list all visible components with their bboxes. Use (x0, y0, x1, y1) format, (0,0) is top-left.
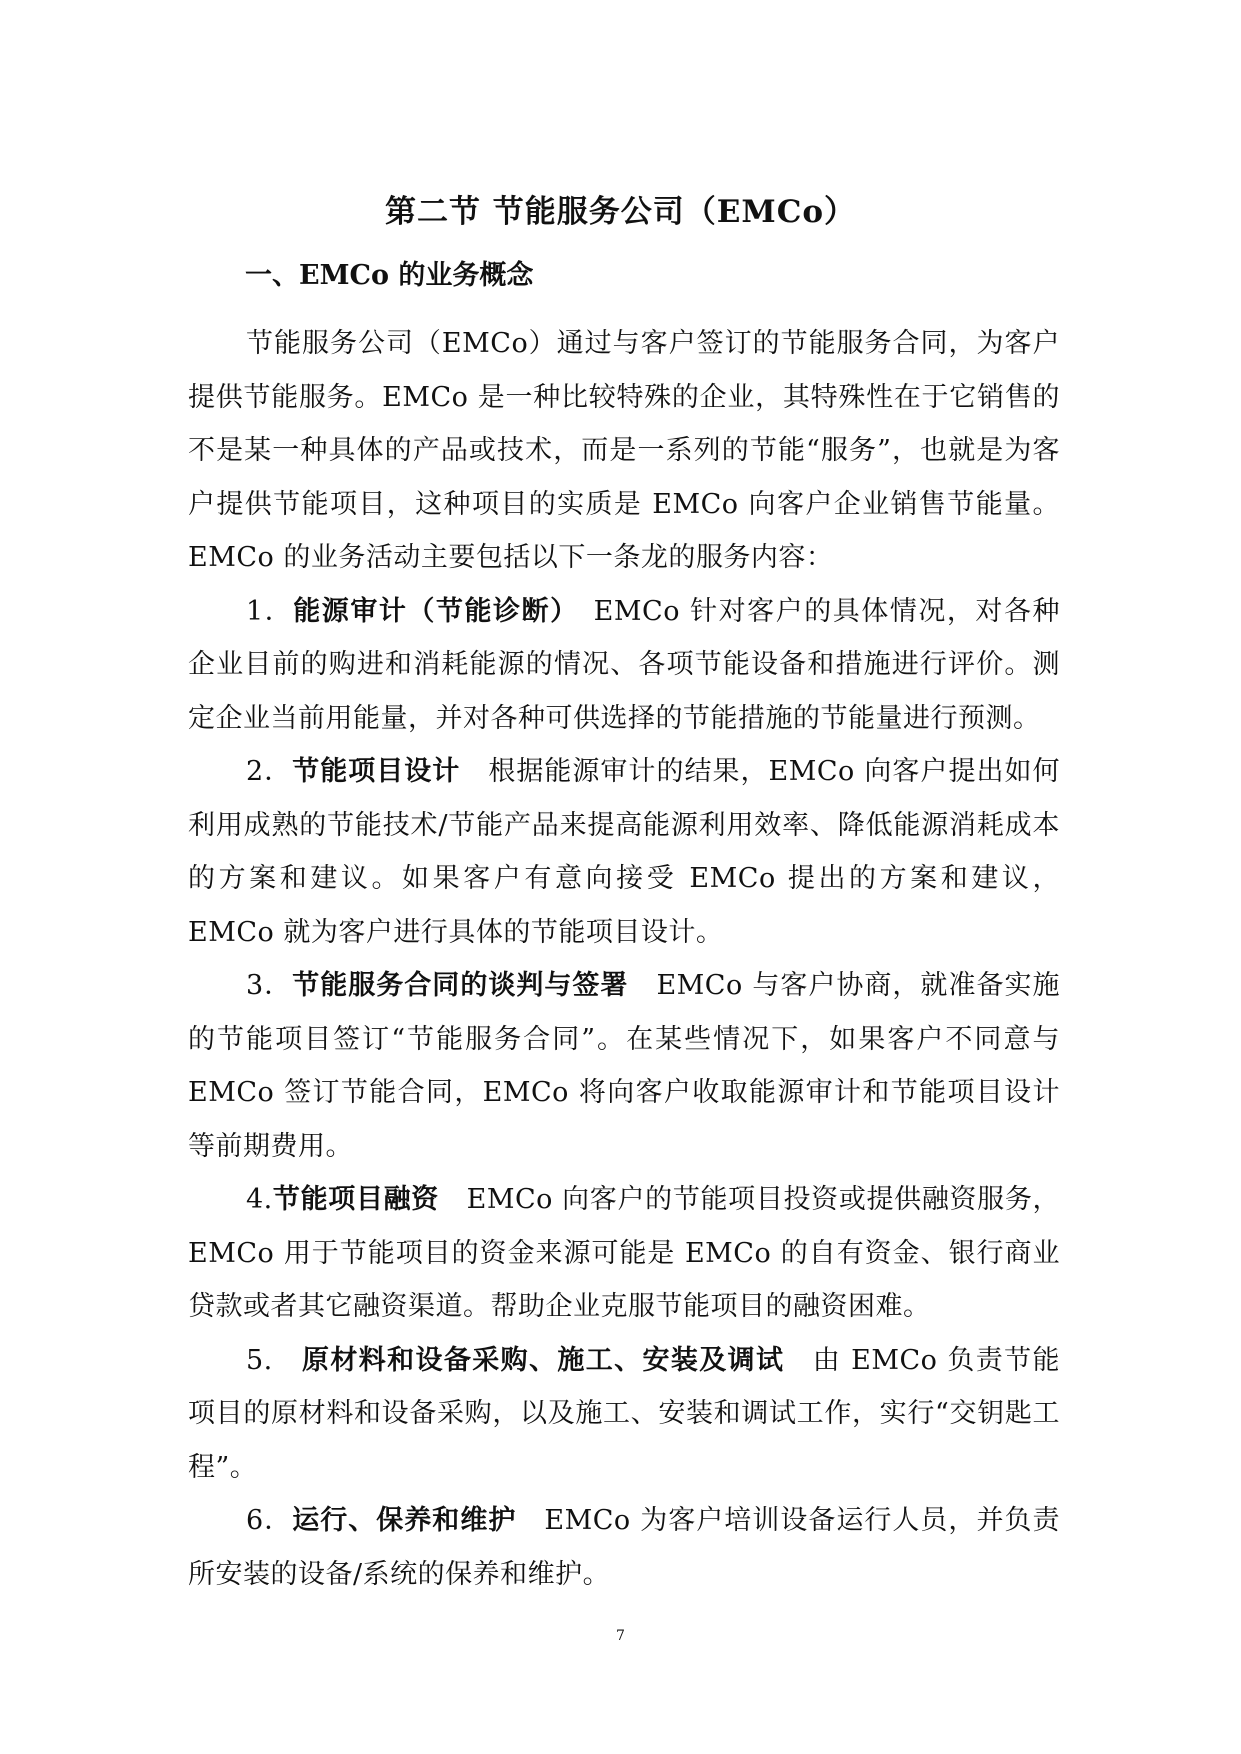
item-term: 节能项目融资 (272, 1184, 439, 1215)
list-item (188, 745, 1060, 959)
item-text: EMCo 针对客户的具体情况，对各种企业目前的购进和消耗能源的情况、各项节能设备和措施进行评价。测定企业当前用能量，并对各种可供选择的节能措施的节能量进行预测。 (188, 595, 1061, 734)
item-number: 6． (246, 1505, 293, 1536)
item-text: EMCo 为客户培训设备运行人员，并负责所安装的设备/系统的保养和维护。 (188, 1505, 1060, 1590)
list-item (188, 959, 1060, 1173)
item-term: 节能服务合同的谈判与签署 (292, 970, 629, 1001)
item-term: 运行、保养和维护 (292, 1505, 517, 1536)
body-text (188, 317, 1060, 1601)
item-term: 原材料和设备采购、施工、安装及调试 (302, 1344, 785, 1376)
item-number: 3． (246, 970, 293, 1001)
item-number: 4. (246, 1184, 273, 1215)
item-term: 能源审计（节能诊断） (293, 595, 566, 627)
page-title: 第二节 节能服务公司（EMCo） (384, 194, 857, 230)
item-text: EMCo 向客户的节能项目投资或提供融资服务，EMCo 用于节能项目的资金来源可能是 EMCo 的自有资金、银行商业贷款或者其它融资渠道。帮助企业克服节能项目的融资困难。 (188, 1184, 1061, 1322)
page-number: 7 (616, 1628, 625, 1644)
item-number: 5. (246, 1344, 303, 1376)
section-heading: 一、EMCo 的业务概念 (245, 260, 534, 291)
intro-paragraph: 节能服务公司（EMCo）通过与客户签订的节能服务合同，为客户提供节能服务。EMCo 是一种比较特殊的企业，其特殊性在于它销售的不是某一种具体的产品或技术，而是一系列的节能“服务”，也就是为客户提供节能项目，这种项目的实质是 EMCo 向客户企业销售节能量。EMCo 的业务活动主要包括以下一条龙的服务内容： (188, 328, 1060, 573)
item-text: 根据能源审计的结果，EMCo 向客户提出如何利用成熟的节能技术/节能产品来提高能源利用效率、降低能源消耗成本的方案和建议。如果客户有意向接受 EMCo 提出的方案和建议，EMCo 就为客户进行具体的节能项目设计。 (188, 756, 1060, 948)
list-item (188, 585, 1060, 746)
list-item (188, 1173, 1060, 1334)
list-item (188, 1334, 1060, 1495)
item-text: EMCo 与客户协商，就准备实施的节能项目签订“节能服务合同”。在某些情况下，如果客户不同意与 EMCo 签订节能合同，EMCo 将向客户收取能源审计和节能项目设计等前期费用。 (188, 970, 1060, 1162)
item-term: 节能项目设计 (292, 756, 461, 787)
item-text: 由 EMCo 负责节能项目的原材料和设备采购，以及施工、安装和调试工作，实行“交钥匙工程”。 (188, 1344, 1060, 1483)
item-number: 2． (246, 756, 293, 787)
item-number: 1． (246, 595, 294, 627)
list-item (188, 1494, 1060, 1601)
